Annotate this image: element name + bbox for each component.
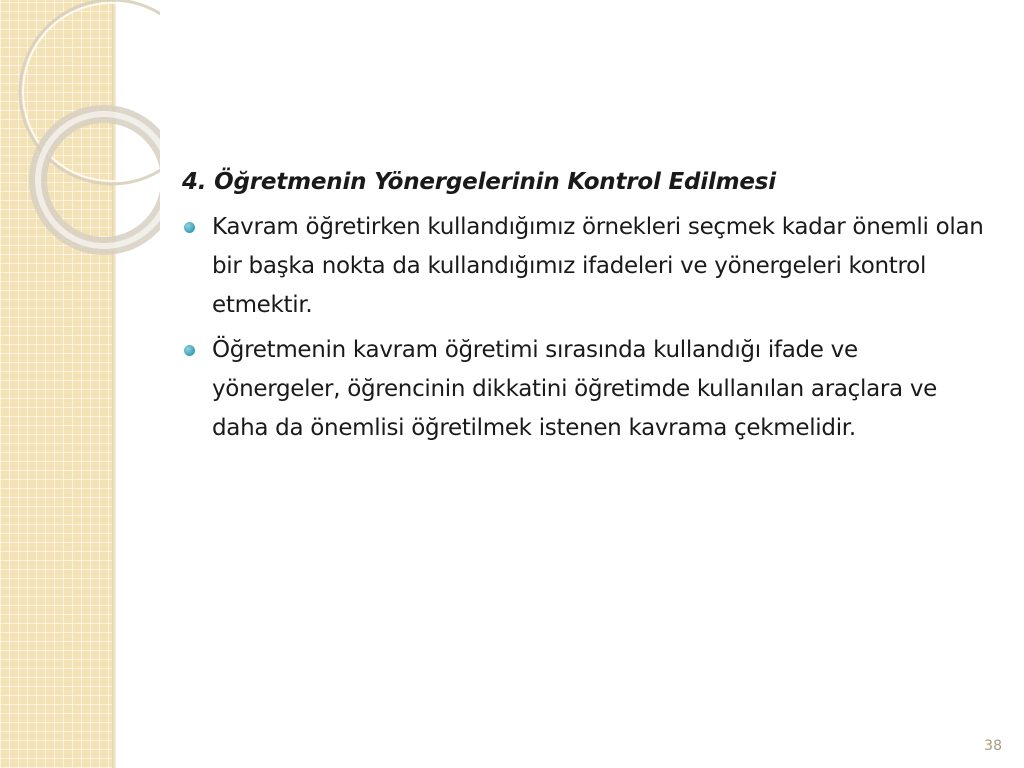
decorative-rings: [0, 0, 160, 260]
page-number: 38: [984, 738, 1002, 754]
bullet-item: [182, 331, 992, 448]
bullet-text: Kavram öğretirken kullandığımız örnekleri seçmek kadar önemli olan bir başka nokta da kullandığımız ifadeleri ve yönergeleri kontrol etmektir.: [212, 214, 984, 318]
slide-heading: 4. Öğretmenin Yönergelerinin Kontrol Edilmesi: [182, 169, 776, 195]
slide-content: [182, 164, 992, 454]
bullet-dot-icon: [184, 222, 195, 233]
bullet-list: [182, 208, 992, 448]
bullet-dot-icon: [184, 345, 195, 356]
bullet-text: Öğretmenin kavram öğretimi sırasında kullandığı ifade ve yönergeler, öğrencinin dikkatini öğretimde kullanılan araçlara ve daha da önemlisi öğretilmek istenen kavrama çekmelidir.: [212, 337, 938, 441]
bullet-item: [182, 208, 992, 325]
